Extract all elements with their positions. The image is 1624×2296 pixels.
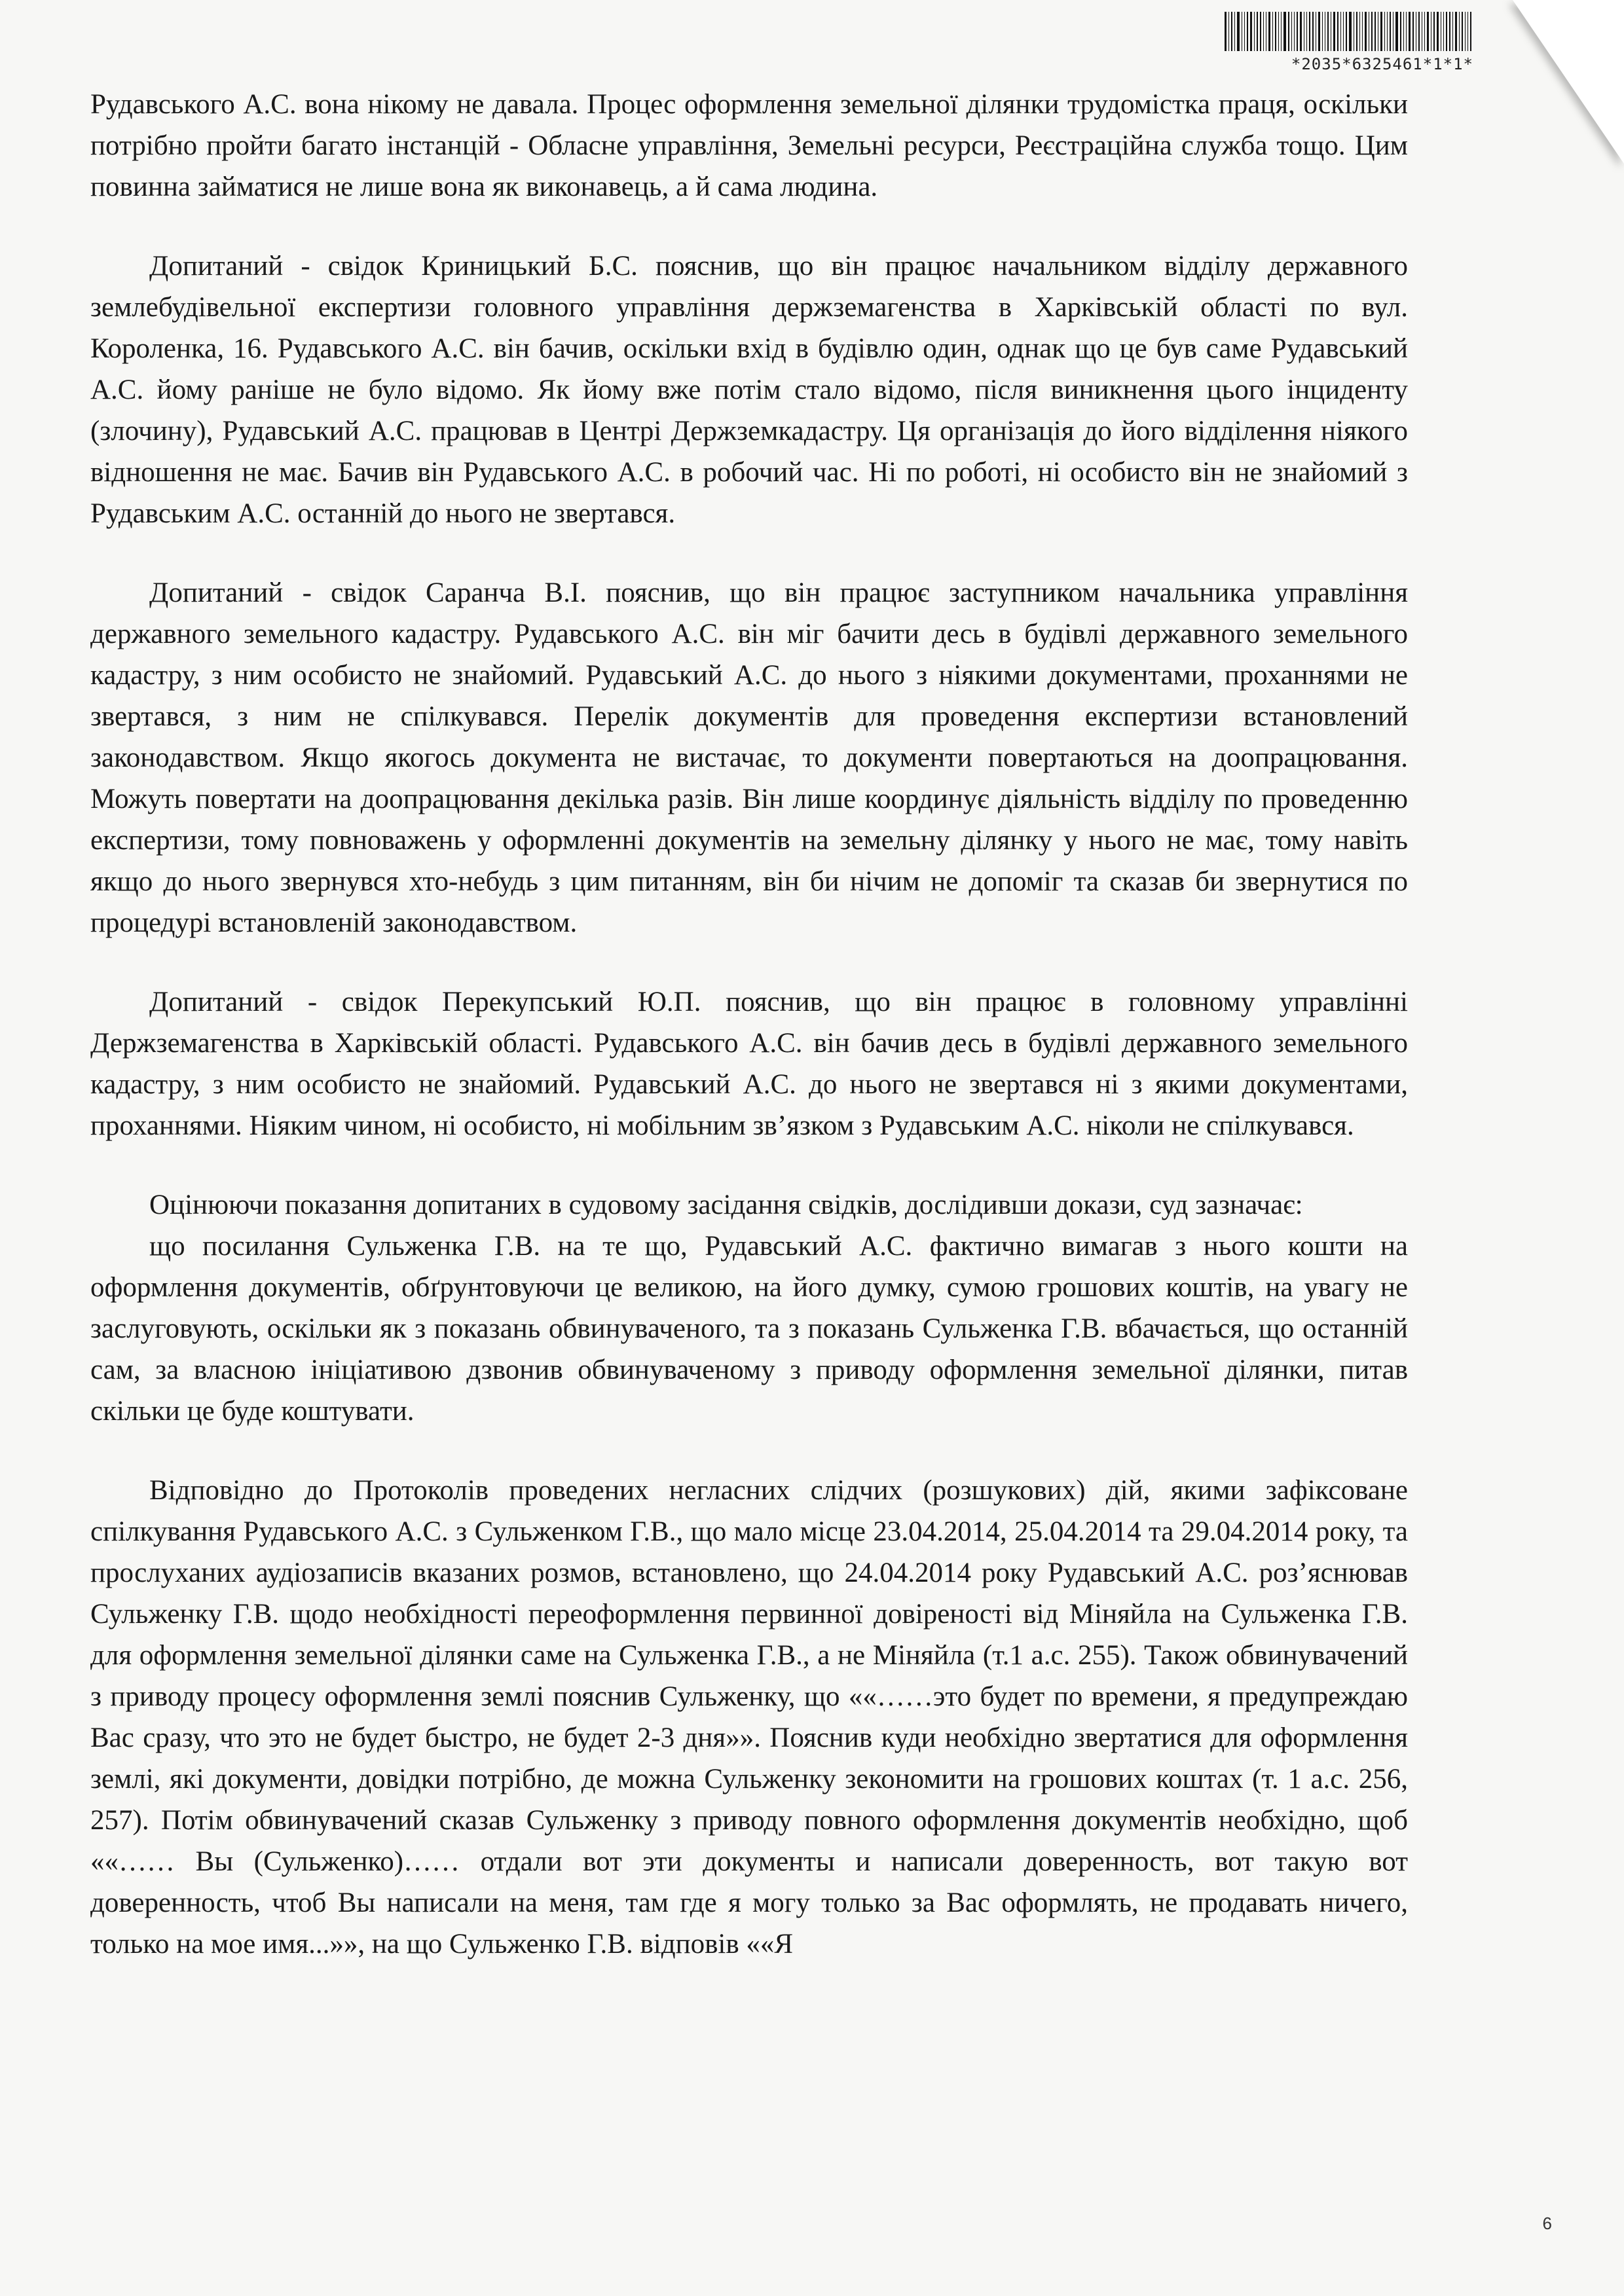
paragraph-court-finding: що посилання Сульженка Г.В. на те що, Рудавський А.С. фактично вимагав з нього кошти на оформлення документів, обґрунтовуючи це великою, на його думку, сумою грошових коштів, на увагу не заслуговують, оскільки як з показань обвинуваченого, та з показань Сульженка Г.В. вбачається, що останній сам, за власною ініціативою дзвонив обвинуваченому з приводу оформлення земельної ділянки, питав скільки це буде коштувати. (90, 1231, 1408, 1427)
barcode-bar (1309, 12, 1310, 51)
barcode-bar (1275, 12, 1276, 51)
barcode-bar (1459, 12, 1460, 51)
barcode-bar (1250, 12, 1252, 51)
barcode-bar (1268, 12, 1270, 51)
paragraph-protocols: Відповідно до Протоколів проведених негласних слідчих (розшукових) дій, якими зафіксоване спілкування Рудавського А.С. з Сульженком Г.В., що мало місце 23.04.2014, 25.04.2014 та 29.04.2014 року, та прослуханих аудіозаписів вказаних розмов, встановлено, що 24.04.2014 року Рудавський А.С. роз’яснював Сульженку Г.В. щодо необхідності переоформлення первинної довіреності від Міняйла на Сульженка Г.В. для оформлення земельної ділянки саме на Сульженка Г.В., а не Міняйла (т.1 а.с. 255). Також обвинувачений з приводу процесу оформлення землі пояснив Сульженку, що ««……это будет по времени, я предупреждаю Вас сразу, что это не будет быстро, не будет 2-3 дня»». Пояснив куди необхідно звертатися для оформлення землі, які документи, довідки потрібно, де можна Сульженку зекономити на грошових коштах (т. 1 а.с. 256, 257). Потім обвинувачений сказав Сульженку з приводу повного оформлення документів необхідно, щоб ««…… Вы (Сульженко)…… отдали вот эти документы и написали доверенность, вот такую вот доверенность, чтоб Вы написали на меня, там где я могу только за Вас оформлять, не продавать ничего, только на мое имя...»», на що Сульженко Г.В. відповів ««Я (90, 1475, 1408, 1959)
barcode-bar (1371, 12, 1373, 51)
barcode (1066, 12, 1473, 51)
barcode-bar (1343, 12, 1344, 51)
barcode-bar (1278, 12, 1279, 51)
barcode-bar (1462, 12, 1463, 51)
paragraph-continuation: Рудавського А.С. вона нікому не давала. Процес оформлення земельної ділянки трудомістка праця, оскільки потрібно пройти багато інстанцій - Обласне управління, Земельні ресурси, Реєстраційна служба тощо. Цим повинна займатися не лише вона як виконавець, а й сама людина. (90, 89, 1408, 202)
barcode-bar (1433, 12, 1435, 51)
barcode-bar (1254, 12, 1255, 51)
barcode-text: *2035*6325461*1*1* (1291, 55, 1473, 73)
barcode-bar (1449, 12, 1450, 51)
barcode-bar (1228, 12, 1229, 51)
barcode-bar (1263, 12, 1264, 51)
barcode-bar (1400, 12, 1401, 51)
barcode-bar (1427, 12, 1429, 51)
barcode-bar (1300, 12, 1302, 51)
barcode-bar (1231, 12, 1232, 51)
barcode-bar (1257, 12, 1258, 51)
barcode-bar (1283, 12, 1286, 51)
barcode-bar (1406, 12, 1407, 51)
page-number: 6 (1542, 2214, 1552, 2233)
barcode-bar (1349, 12, 1352, 51)
barcode-bar (1291, 12, 1292, 51)
barcode-bar (1384, 12, 1385, 51)
barcode-bar (1260, 12, 1261, 51)
barcode-bar (1362, 12, 1363, 51)
barcode-bar (1356, 12, 1357, 51)
paragraph-witness-perekupskyi: Допитаний - свідок Перекупський Ю.П. пояснив, що він працює в головному управлінні Держземагенства в Харківській області. Рудавського А.С. він бачив десь в будівлі державного земельного кадастру, з ним особисто не знайомий. Рудавський А.С. до нього не звертався ні з якими документами, проханнями. Ніяким чином, ні особисто, ні мобільним зв’язком з Рудавським А.С. ніколи не спілкувався. (90, 987, 1408, 1141)
paragraph-witness-krynytskyi: Допитаний - свідок Криницький Б.С. пояснив, що він працює начальником відділу державного землебудівельної експертизи головного управління держземагенства в Харківській області по вул. Короленка, 16. Рудавського А.С. він бачив, оскільки вхід в будівлю один, однак що це був саме Рудавський А.С. йому раніше не було відомо. Як йому вже потім стало відомо, після виникнення цього інциденту (злочину), Рудавський А.С. працював в Центрі Держземкадастру. Ця організація до його відділення ніякого відношення не має. Бачив він Рудавського А.С. в робочий час. Ні по роботі, ні особисто він не знайомий з Рудавським А.С. останній до нього не звертався. (90, 251, 1408, 529)
barcode-bar (1412, 12, 1414, 51)
barcode-bar (1390, 12, 1391, 51)
barcode-bar (1452, 12, 1453, 51)
paragraph-witness-sarancha: Допитаний - свідок Саранча В.І. пояснив, що він працює заступником начальника управління державного земельного кадастру. Рудавського А.С. він міг бачити десь в будівлі державного земельного кадастру, з ним особисто не знайомий. Рудавський А.С. до нього з ніякими документами, проханнями не звертався, з ним не спілкувався. Перелік документів для проведення експертизи встановлений законодавством. Якщо якогось документа не вистачає, то документи повертаються на доопрацювання. Можуть повертати на доопрацювання декілька разів. Він лише координує діяльність відділу по проведенню експертизи, тому повноважень у оформленні документів на земельну ділянку у нього не має, тому навіть якщо до нього звернувся хто-небудь з цим питанням, він би нічим не допоміг та сказав би звернутися по процедурі встановленій законодавством. (90, 577, 1408, 938)
barcode-bar (1375, 12, 1376, 51)
barcode-bar (1403, 12, 1404, 51)
page-curl (1513, 0, 1624, 164)
barcode-block (1066, 12, 1473, 73)
barcode-bar (1470, 12, 1471, 51)
barcode-bar (1446, 12, 1447, 51)
barcode-bar (1465, 12, 1466, 51)
barcode-bar (1272, 12, 1273, 51)
barcode-bar (1346, 12, 1347, 51)
barcode-bar (1281, 12, 1282, 51)
barcode-bar (1306, 12, 1307, 51)
barcode-bar (1455, 12, 1457, 51)
barcode-bar (1359, 12, 1360, 51)
barcode-bar (1322, 12, 1323, 51)
barcode-bar (1395, 12, 1398, 51)
barcode-bar (1333, 12, 1335, 51)
barcode-bar (1297, 12, 1298, 51)
barcode-bar (1409, 12, 1411, 51)
barcode-bar (1418, 12, 1420, 51)
barcode-bar (1337, 12, 1338, 51)
barcode-bar (1380, 12, 1382, 51)
barcode-bar (1424, 12, 1425, 51)
barcode-bar (1247, 12, 1248, 51)
barcode-bar (1467, 12, 1468, 51)
barcode-bar (1387, 12, 1388, 51)
barcode-bar (1244, 12, 1245, 51)
barcode-bar (1437, 12, 1439, 51)
document-body (90, 84, 1408, 2003)
barcode-bar (1237, 12, 1240, 51)
barcode-bar (1327, 12, 1329, 51)
barcode-bar (1234, 12, 1235, 51)
barcode-bar (1288, 12, 1289, 51)
barcode-bar (1340, 12, 1341, 51)
barcode-bar (1318, 12, 1320, 51)
barcode-bar (1294, 12, 1295, 51)
barcode-bar (1225, 12, 1227, 51)
paragraph-court-assessment: Оцінюючи показання допитаних в судовому засідання свідків, дослідивши докази, суд зазначає: (149, 1190, 1303, 1220)
barcode-bar (1365, 12, 1367, 51)
barcode-bar (1443, 12, 1444, 51)
barcode-bar (1312, 12, 1314, 51)
